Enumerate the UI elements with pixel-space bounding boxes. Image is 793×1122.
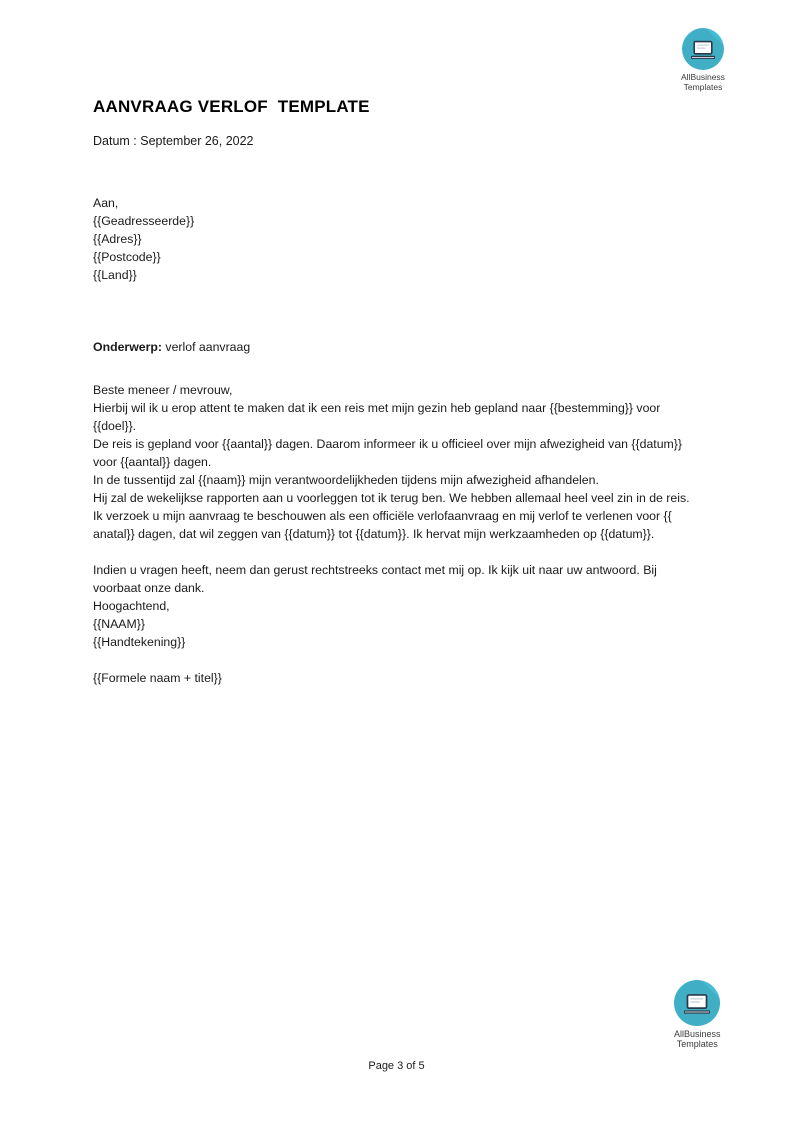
laptop-icon: [674, 980, 720, 1026]
brand-caption-line1: AllBusiness: [674, 1029, 721, 1039]
brand-caption-line2: Templates: [676, 1039, 718, 1050]
document-title: AANVRAAG VERLOF TEMPLATE: [93, 97, 370, 116]
signer-name-placeholder: {{NAAM}}: [93, 617, 145, 631]
paragraph-contact: Indien u vragen heeft, neem dan gerust rechtstreeks contact met mij op. Ik kijk uit naar uw antwoord. Bij voorbaat onze dank.: [93, 563, 657, 595]
spacer: [93, 356, 701, 381]
brand-logo-top: [681, 28, 725, 92]
paragraph-coverage-details: Hij zal de wekelijkse rapporten aan u voorleggen tot ik terug ben. We hebben allemaal heel veel zin in de reis. Ik verzoek u mijn aanvraag te beschouwen als een officiële verlofaanvraag en mij verlof te verlenen voor {{ anatal}} dagen, dat wil zeggen van {{datum}} tot {{datum}}. Ik hervat mijn werkzaamheden op {{datum}}.: [93, 491, 690, 541]
subject-value: verlof aanvraag: [162, 340, 251, 354]
brand-caption-line2: Templates: [683, 81, 723, 92]
address-block: [93, 194, 701, 284]
paragraph-coverage-group: [93, 471, 701, 543]
brand-logo-caption: [674, 1029, 721, 1049]
letter-body: [93, 194, 701, 687]
sign-off: Hoogachtend,: [93, 599, 170, 613]
greeting-line: Beste meneer / mevrouw,: [93, 383, 233, 397]
paragraph-coverage-intro: In de tussentijd zal {{naam}} mijn verantwoordelijkheden tijdens mijn afwezigheid afhandelen.: [93, 473, 599, 487]
page-footer: Page 3 of 5: [368, 1060, 425, 1072]
formal-name-placeholder: {{Formele naam + titel}}: [93, 671, 222, 685]
signature-placeholder: {{Handtekening}}: [93, 635, 186, 649]
document-date: Datum : September 26, 2022: [93, 134, 254, 148]
address-line-street: {{Adres}}: [93, 232, 142, 246]
brand-logo-caption: [681, 73, 725, 92]
laptop-icon: [682, 28, 724, 70]
brand-logo-bottom: [674, 980, 721, 1049]
subject-label: Onderwerp:: [93, 340, 163, 354]
brand-caption-line1: AllBusiness: [681, 72, 725, 82]
paragraph-duration: De reis is gepland voor {{aantal}} dagen. Daarom informeer ik u officieel over mijn afwezigheid van {{datum}} voor {{aantal}} dagen.: [93, 437, 683, 469]
address-salutation: Aan,: [93, 196, 119, 210]
spacer: [93, 651, 701, 669]
address-line-postcode: {{Postcode}}: [93, 250, 161, 264]
subject-line: [93, 338, 701, 356]
address-line-recipient: {{Geadresseerde}}: [93, 214, 195, 228]
spacer: [93, 302, 701, 338]
paragraph-travel-notice: Hierbij wil ik u erop attent te maken dat ik een reis met mijn gezin heb gepland naar {{bestemming}} voor {{doel}}.: [93, 401, 661, 433]
address-line-country: {{Land}}: [93, 268, 137, 282]
